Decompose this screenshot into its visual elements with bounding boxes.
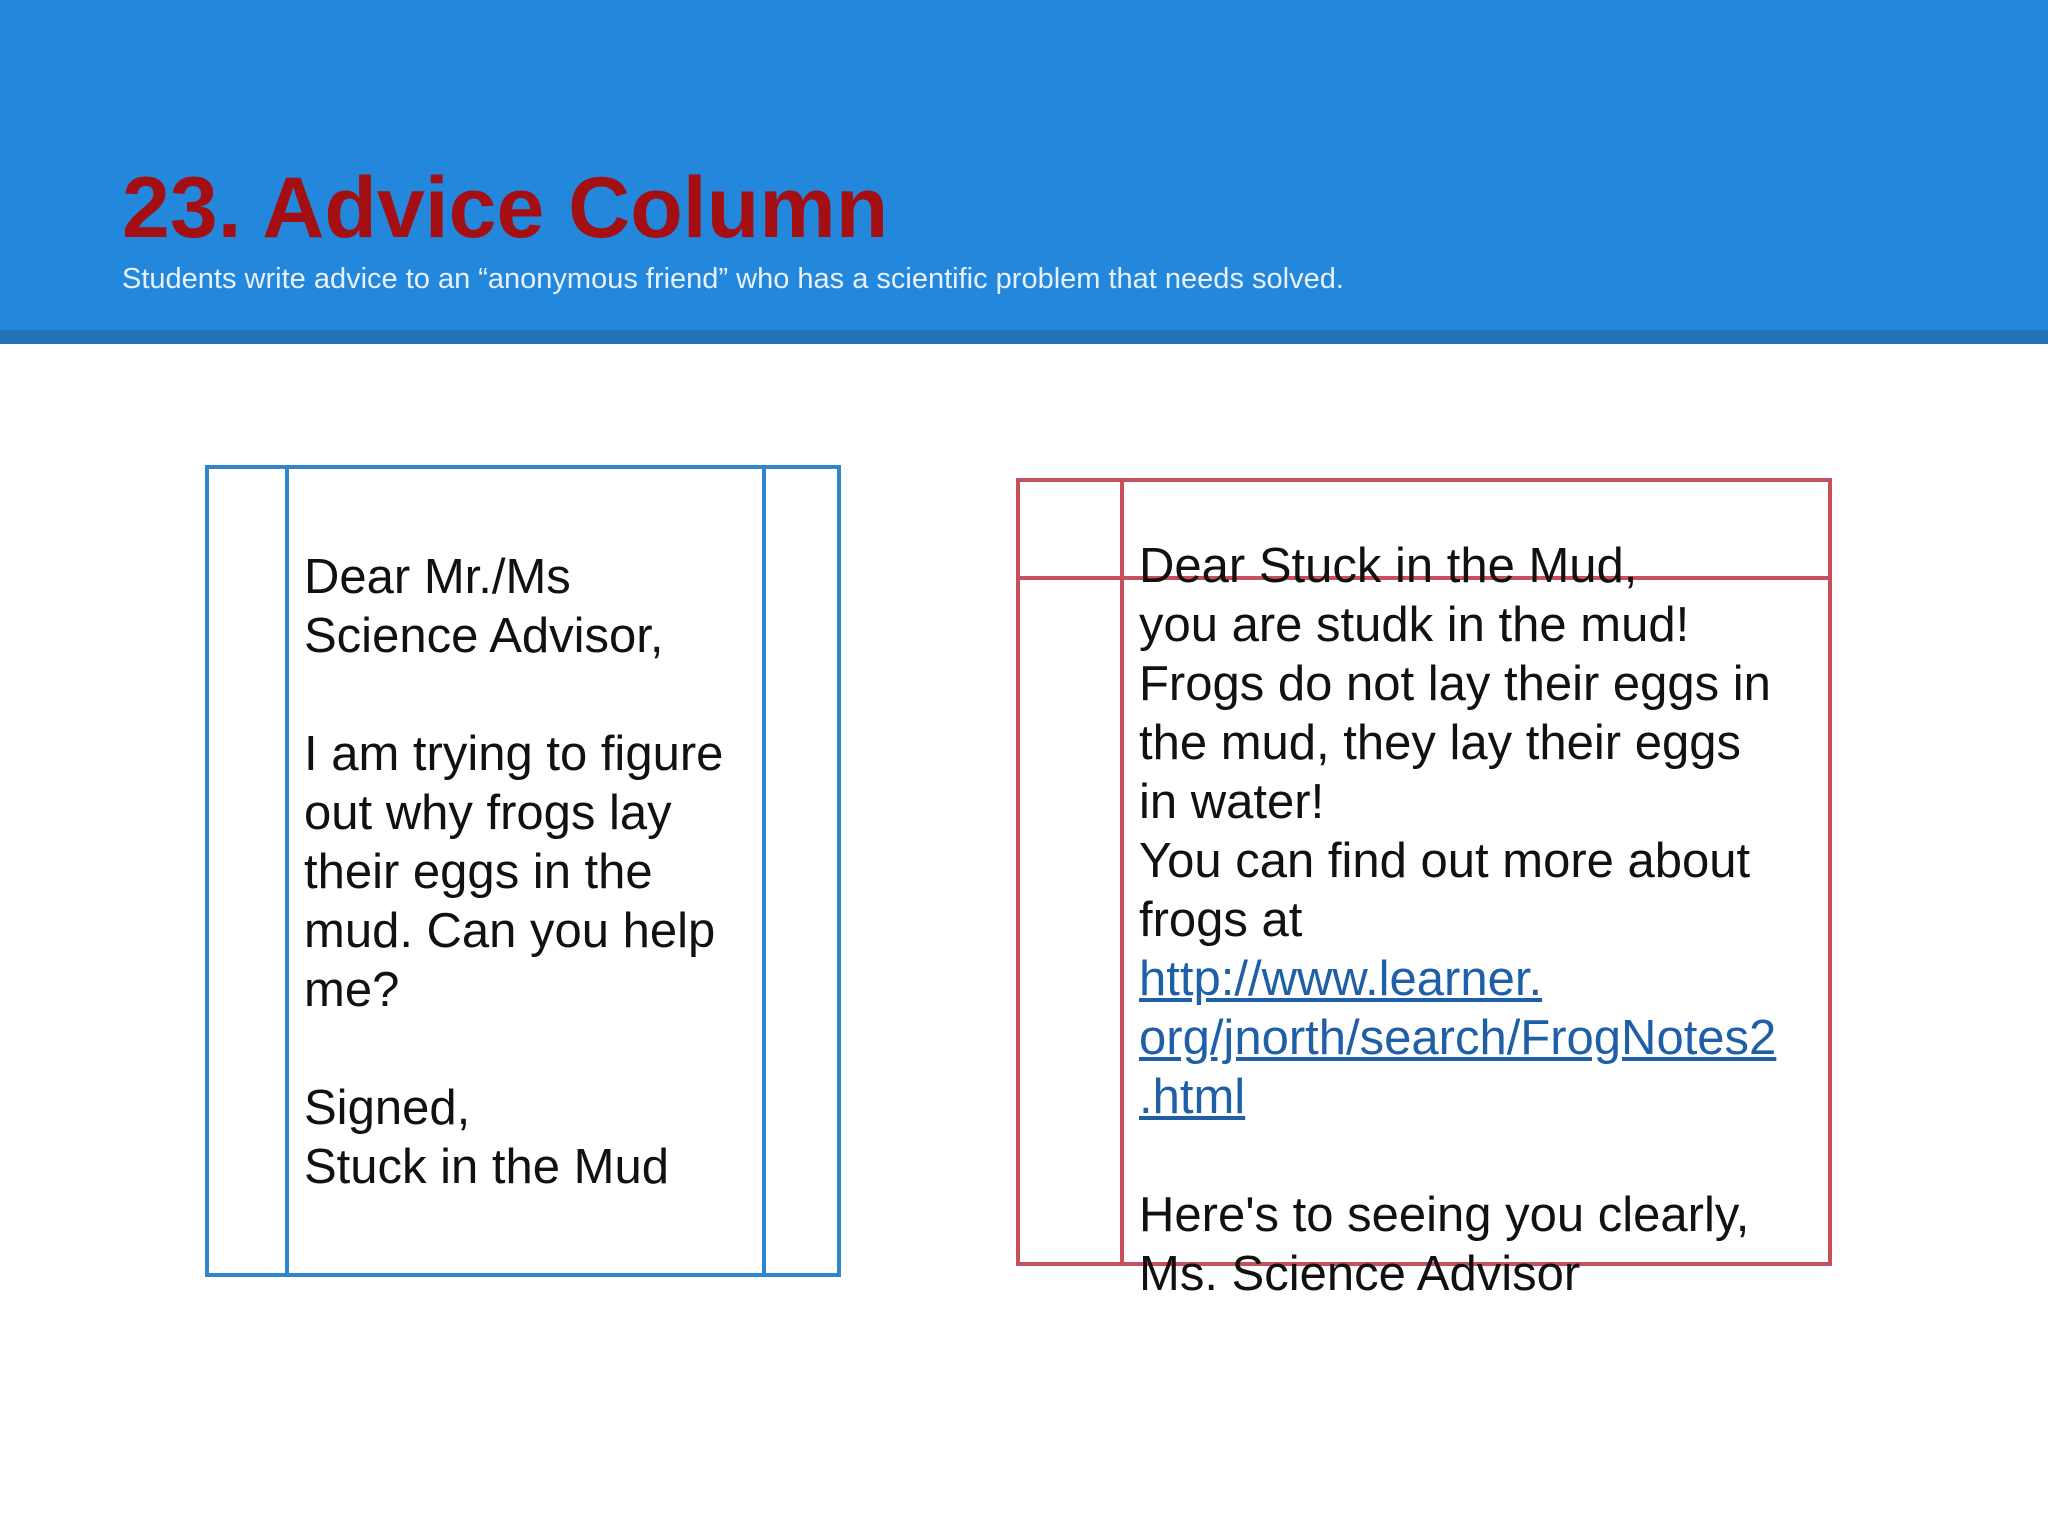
advice-letter (1139, 537, 1819, 1304)
frame-margin-line (1120, 482, 1124, 1262)
question-letter: Dear Mr./Ms Science Advisor, I am trying to figure out why frogs lay their eggs in the mud. Can you help me? Signed, Stuck in the Mud (304, 550, 724, 1194)
slide-subtitle: Students write advice to an “anonymous friend” who has a scientific problem that needs solved. (122, 263, 1344, 295)
frog-notes-link[interactable]: http://www.learner. org/jnorth/search/FrogNotes2 .html (1139, 952, 1777, 1124)
advice-body: Dear Stuck in the Mud, you are studk in the mud! Frogs do not lay their eggs in the mud, they lay their eggs in water! You can find out more about frogs at (1139, 539, 1771, 947)
slide-title: 23. Advice Column (122, 160, 889, 256)
advice-closing: Here's to seeing you clearly, Ms. Science Advisor (1139, 1188, 1750, 1301)
paragraph-gap (1139, 1127, 1819, 1186)
header-stripe (0, 330, 2048, 344)
frame-margin-line (285, 469, 289, 1273)
